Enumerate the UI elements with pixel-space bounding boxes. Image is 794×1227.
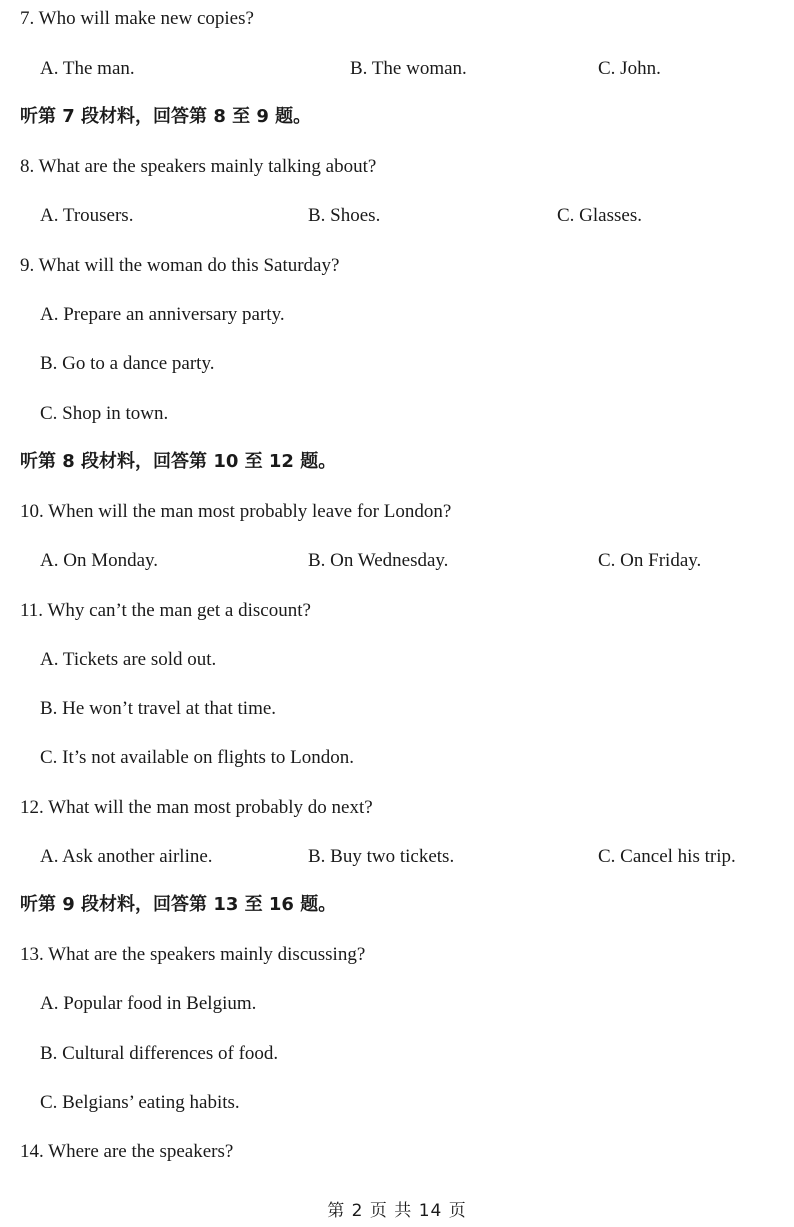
q11-option-a: A. Tickets are sold out. bbox=[40, 649, 217, 670]
q12-option-a: A. Ask another airline. bbox=[40, 846, 213, 867]
question-13: 13. What are the speakers mainly discussing? bbox=[20, 944, 366, 965]
question-7: 7. Who will make new copies? bbox=[20, 8, 254, 29]
question-11: 11. Why can’t the man get a discount? bbox=[20, 600, 311, 621]
q10-option-a: A. On Monday. bbox=[40, 550, 159, 571]
question-10: 10. When will the man most probably leave for London? bbox=[20, 501, 452, 522]
question-8: 8. What are the speakers mainly talking about? bbox=[20, 156, 377, 177]
q7-option-a: A. The man. bbox=[40, 58, 135, 79]
section-heading-7: 听第 7 段材料，回答第 8 至 9 题。 bbox=[20, 106, 312, 127]
q9-option-c: C. Shop in town. bbox=[40, 403, 169, 424]
section-heading-9: 听第 9 段材料，回答第 13 至 16 题。 bbox=[20, 894, 337, 915]
q7-option-b: B. The woman. bbox=[350, 58, 467, 79]
q12-option-c: C. Cancel his trip. bbox=[598, 846, 736, 867]
q10-option-b: B. On Wednesday. bbox=[308, 550, 449, 571]
question-9: 9. What will the woman do this Saturday? bbox=[20, 255, 340, 276]
q11-option-c: C. It’s not available on flights to London. bbox=[40, 747, 354, 768]
question-14: 14. Where are the speakers? bbox=[20, 1141, 234, 1162]
section-heading-8: 听第 8 段材料，回答第 10 至 12 题。 bbox=[20, 451, 337, 472]
q12-option-b: B. Buy two tickets. bbox=[308, 846, 455, 867]
q10-option-c: C. On Friday. bbox=[598, 550, 702, 571]
page-footer: 第 2 页 共 14 页 bbox=[327, 1201, 467, 1221]
q8-option-c: C. Glasses. bbox=[557, 205, 642, 226]
q9-option-a: A. Prepare an anniversary party. bbox=[40, 304, 285, 325]
q8-option-b: B. Shoes. bbox=[308, 205, 381, 226]
q13-option-a: A. Popular food in Belgium. bbox=[40, 993, 257, 1014]
q9-option-b: B. Go to a dance party. bbox=[40, 353, 215, 374]
question-12: 12. What will the man most probably do next? bbox=[20, 797, 373, 818]
q13-option-b: B. Cultural differences of food. bbox=[40, 1043, 279, 1064]
q11-option-b: B. He won’t travel at that time. bbox=[40, 698, 277, 719]
q7-option-c: C. John. bbox=[598, 58, 661, 79]
q13-option-c: C. Belgians’ eating habits. bbox=[40, 1092, 240, 1113]
q8-option-a: A. Trousers. bbox=[40, 205, 134, 226]
